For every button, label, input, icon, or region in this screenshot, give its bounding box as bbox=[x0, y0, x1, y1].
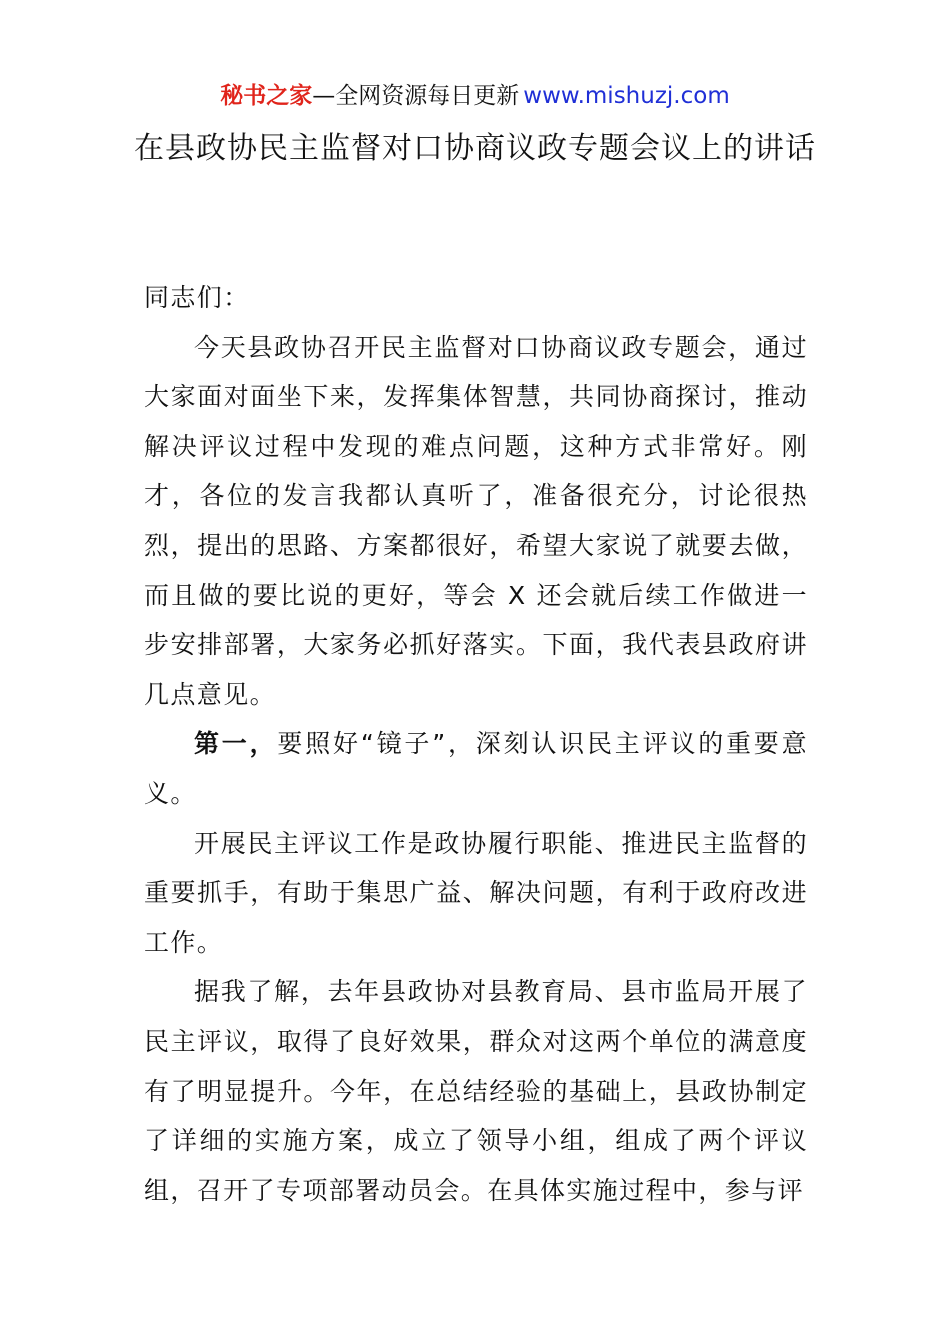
header-tagline: —全网资源每日更新 bbox=[312, 83, 520, 109]
paragraph-lead: 第一， bbox=[194, 729, 278, 759]
document-body bbox=[144, 273, 808, 1215]
site-header bbox=[0, 80, 950, 112]
paragraph-text: 据我了解，去年县政协对县教育局、县市监局开展了民主评议，取得了良好效果，群众对这两个单位的满意度有了明显提升。今年，在总结经验的基础上，县政协制定了详细的实施方案，成立了领导小组，组成了两个评议组，召开了专项部署动员会。在具体实施过程中，参与评 bbox=[144, 977, 808, 1205]
paragraph bbox=[144, 719, 808, 818]
paragraph bbox=[144, 967, 808, 1215]
paragraph-text: 今天县政协召开民主监督对口协商议政专题会，通过大家面对面坐下来，发挥集体智慧，共同协商探讨，推动解决评议过程中发现的难点问题，这种方式非常好。刚才，各位的发言我都认真听了，准备很充分，讨论很热烈，提出的思路、方案都很好，希望大家说了就要去做，而且做的要比说的更好，等会 X 还会就后续工作做进一步安排部署，大家务必抓好落实。下面，我代表县政府讲几点意见。 bbox=[144, 332, 808, 709]
paragraph-text: 开展民主评议工作是政协履行职能、推进民主监督的重要抓手，有助于集思广益、解决问题，有利于政府改进工作。 bbox=[144, 828, 808, 957]
paragraph bbox=[144, 819, 808, 968]
document-title: 在县政协民主监督对口协商议政专题会议上的讲话 bbox=[134, 131, 816, 166]
paragraph bbox=[144, 323, 808, 720]
site-url-link[interactable]: www.mishuzj.com bbox=[523, 83, 730, 109]
salutation: 同志们： bbox=[144, 283, 250, 312]
paragraph-text: 要照好“镜子”，深刻认识民主评议的重要意义。 bbox=[144, 729, 809, 808]
brand-name: 秘书之家 bbox=[220, 83, 313, 109]
